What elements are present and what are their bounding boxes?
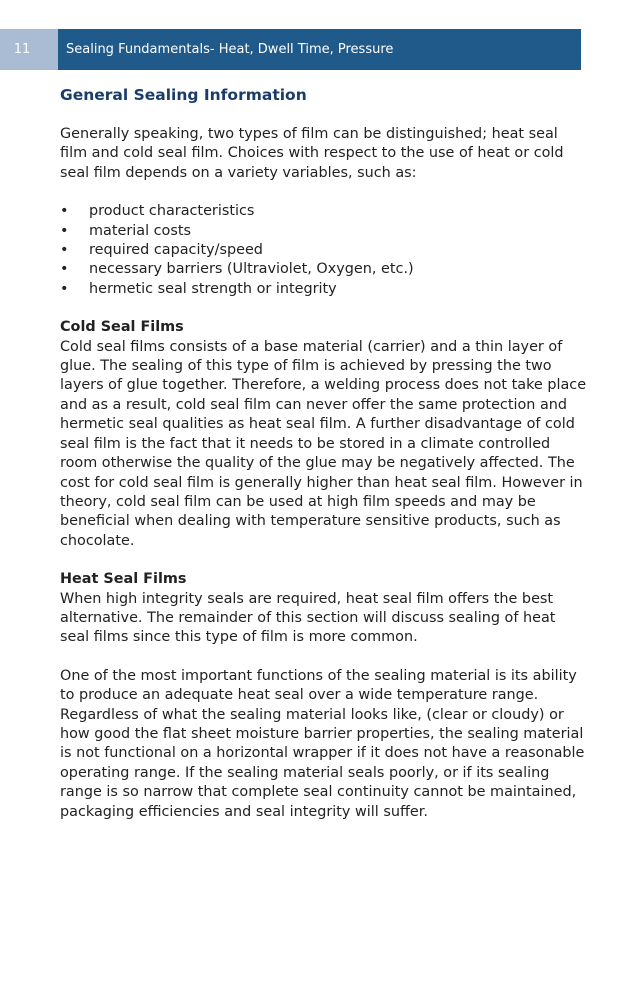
bullet-list — [60, 202, 588, 299]
heat-seal-body: When high integrity seals are required, heat seal film offers the best alternative. The remainder of this section will discuss sealing of heat seal films since this type of film is more common. — [60, 590, 556, 646]
page-header — [0, 29, 581, 70]
closing-paragraph: One of the most important functions of the sealing material is its ability to produce an adequate heat seal over a wide temperature range. Regardless of what the sealing material looks like, (clear or cloudy) or how good the flat sheet moisture barrier properties, the sealing material is not functional on a horizontal wrapper if it does not have a reasonable operating range. If the sealing material seals poorly, or if its sealing range is so narrow that complete seal continuity cannot be maintained, packaging efficiencies and seal integrity will suffer. — [60, 667, 585, 820]
main-content — [60, 84, 588, 841]
cold-seal-body: Cold seal films consists of a base material (carrier) and a thin layer of glue. The sealing of this type of film is achieved by pressing the two layers of glue together. Therefore, a welding process does not take place and as a result, cold seal film can never offer the same protection and hermetic seal qualities as heat seal film. A further disadvantage of cold seal film is the fact that it needs to be stored in a climate controlled room otherwise the quality of the glue may be negatively affected. The cost for cold seal film is generally higher than heat seal film. However in theory, cold seal film can be used at high film speeds and may be beneficial when dealing with temperature sensitive products, such as chocolate. — [60, 338, 587, 549]
list-item: • hermetic seal strength or integrity — [60, 280, 588, 299]
cold-seal-section — [60, 318, 588, 551]
list-item: • product characteristics — [60, 202, 588, 221]
bullet-icon: • — [60, 222, 69, 239]
bullet-icon: • — [60, 261, 69, 278]
bullet-icon: • — [60, 203, 69, 220]
bullet-icon: • — [60, 242, 69, 259]
list-item: • necessary barriers (Ultraviolet, Oxygen, etc.) — [60, 260, 588, 279]
heat-seal-section — [60, 570, 588, 648]
bullet-icon: • — [60, 280, 69, 297]
page-number: 11 — [0, 29, 58, 70]
header-title: Sealing Fundamentals- Heat, Dwell Time, Pressure — [58, 29, 581, 70]
cold-seal-heading: Cold Seal Films — [60, 319, 184, 336]
section-title: General Sealing Information — [60, 86, 307, 104]
heat-seal-heading: Heat Seal Films — [60, 571, 187, 588]
list-item: • required capacity/speed — [60, 241, 588, 260]
intro-paragraph: Generally speaking, two types of film can be distinguished; heat seal film and cold seal film. Choices with respect to the use of heat or cold seal film depends on a variety variables, such as: — [60, 126, 564, 181]
list-item: • material costs — [60, 222, 588, 241]
